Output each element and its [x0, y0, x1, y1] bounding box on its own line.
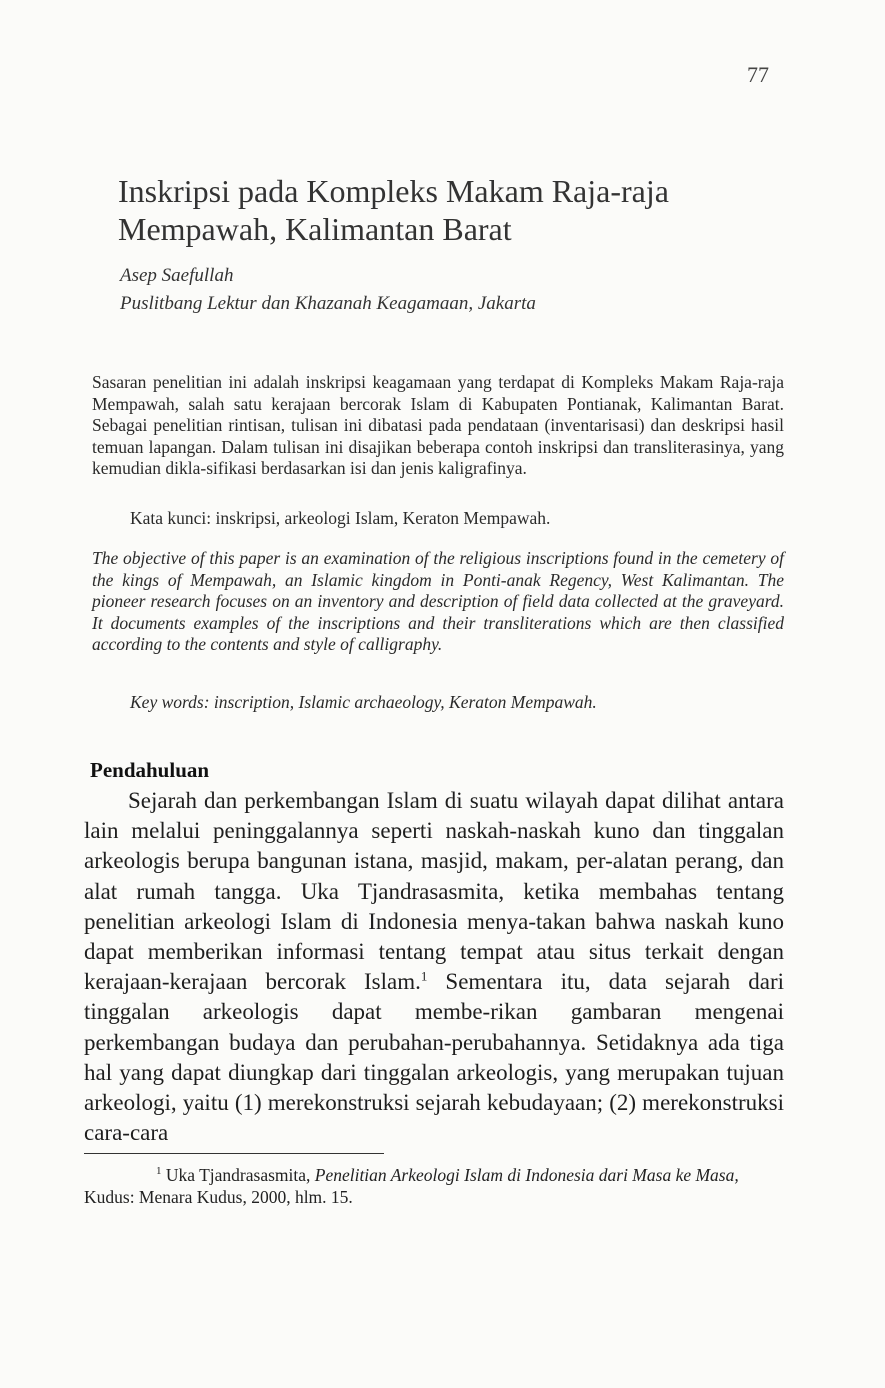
keywords-english: Key words: inscription, Islamic archaeology, Keraton Mempawah.: [130, 692, 597, 712]
body-paragraph: [84, 786, 784, 1148]
footnote-divider: [84, 1153, 384, 1154]
paper-title-line-2: Mempawah, Kalimantan Barat: [118, 211, 512, 247]
body-paragraph-part-1: Sejarah dan perkembangan Islam di suatu wilayah dapat dilihat antara lain melalui peninggalannya seperti naskah-naskah kuno dan tinggalan arkeologis berupa bangunan istana, masjid, makam, per-alatan perang, dan alat rumah tangga. Uka Tjandrasasmita, ketika membahas tentang penelitian arkeologi Islam di Indonesia menya-takan bahwa naskah kuno dapat memberikan informasi tentang tempat atau situs terkait dengan kerajaan-kerajaan bercorak Islam.: [84, 788, 784, 995]
footnote-publication: Kudus: Menara Kudus, 2000, hlm. 15.: [84, 1187, 353, 1207]
footnote-book-title: Penelitian Arkeologi Islam di Indonesia dari Masa ke Masa,: [314, 1165, 739, 1185]
author-name: Asep Saefullah: [120, 265, 234, 286]
paper-title-line-1: Inskripsi pada Kompleks Makam Raja-raja: [118, 173, 669, 209]
abstract-english: The objective of this paper is an examination of the religious inscriptions found in the cemetery of the kings of Mempawah, an Islamic kingdom in Ponti-anak Regency, West Kalimantan. The pioneer research focuses on an inventory and description of field data collected at the graveyard. It documents examples of the inscriptions and their transliterations which are then classified according to the contents and style of calligraphy.: [92, 548, 784, 654]
footnote-reference[interactable]: 1: [420, 968, 428, 984]
section-heading: Pendahuluan: [90, 758, 210, 782]
body-paragraph-part-2: Sementara itu, data sejarah dari tinggalan arkeologis dapat membe-rikan gambaran mengenai perkembangan budaya dan perubahan-perubahannya. Setidaknya ada tiga hal yang dapat diungkap dari tinggalan arkeologis, yang merupakan tujuan arkeologi, yaitu (1) merekonstruksi sejarah kebudayaan; (2) merekonstruksi cara-cara: [84, 969, 784, 1146]
keywords-indonesian: Kata kunci: inskripsi, arkeologi Islam, Keraton Mempawah.: [130, 508, 551, 528]
footnote-mark: 1: [156, 1165, 162, 1178]
author-block: [120, 262, 536, 318]
footnote-author: Uka Tjandrasasmita,: [161, 1165, 315, 1185]
abstract-indonesian: Sasaran penelitian ini adalah inskripsi keagamaan yang terdapat di Kompleks Makam Raja-raja Mempawah, salah satu kerajaan bercorak Islam di Kabupaten Pontianak, Kalimantan Barat. Sebagai penelitian rintisan, tulisan ini dibatasi pada pendataan (inventarisasi) dan deskripsi hasil temuan lapangan. Dalam tulisan ini disajikan beberapa contoh inskripsi dan transliterasinya, yang kemudian dikla-sifikasi berdasarkan isi dan jenis kaligrafinya.: [92, 372, 784, 478]
paper-title: [118, 172, 738, 248]
footnote: [84, 1164, 774, 1208]
page-number: 77: [747, 62, 769, 87]
author-affiliation: Puslitbang Lektur dan Khazanah Keagamaan, Jakarta: [120, 293, 536, 314]
